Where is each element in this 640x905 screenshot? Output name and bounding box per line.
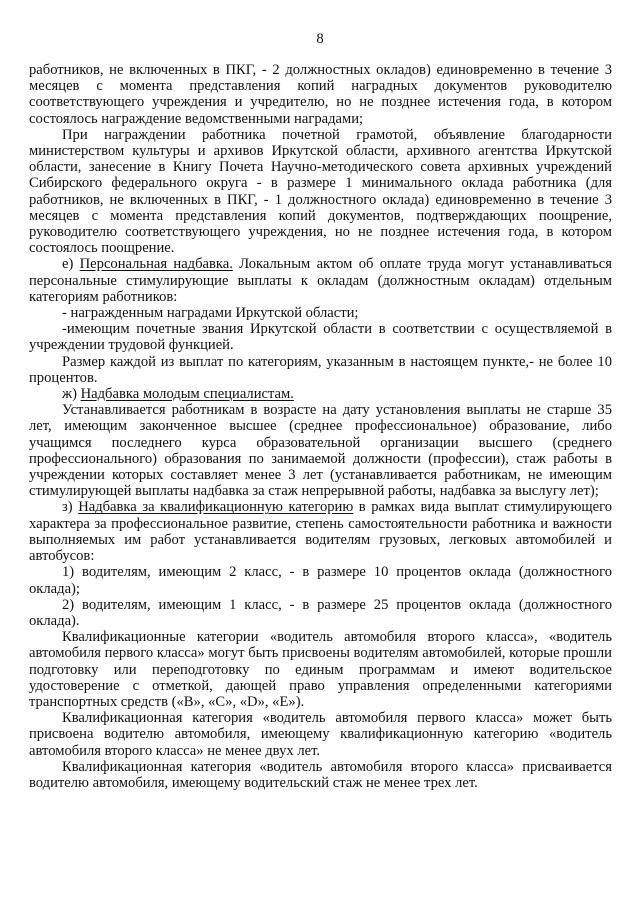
list-marker: е) [62, 256, 80, 273]
paragraph [29, 256, 612, 305]
paragraph [29, 62, 612, 127]
paragraph-text: 2) водителям, имеющим 1 класс, - в размере 25 процентов оклада (должностного оклада). [29, 596, 612, 629]
list-item [29, 321, 612, 353]
list-item [29, 564, 612, 596]
paragraph-text: работников, не включенных в ПКГ, - 2 должностных окладов) единовременно в течение 3 месяцев с момента представления копий наградных документов руководителю соответствующего учреждения и учредителю, но не позднее истечения года, в котором состоялось награждение ведомственными наградами; [29, 62, 612, 127]
paragraph [29, 127, 612, 257]
paragraph-text: -имеющим почетные звания Иркутской области в соответствии с осуществляемой в учреждении трудовой функцией. [29, 321, 612, 354]
paragraph [29, 759, 612, 791]
section-heading: Персональная надбавка. [79, 256, 233, 273]
paragraph-text: 1) водителям, имеющим 2 класс, - в размере 10 процентов оклада (должностного оклада); [29, 564, 612, 597]
paragraph-text: в рамках вида выплат стимулирующего характера за профессиональное развитие, степень самостоятельности работника и важности выполняемых им работ устанавливается водителям грузовых, легковых автомобилей и автобусов: [29, 499, 612, 565]
list-item [29, 305, 612, 321]
paragraph [29, 354, 612, 386]
list-marker: з) [62, 499, 79, 516]
paragraph-text: Квалификационные категории «водитель автомобиля второго класса», «водитель автомобиля первого класса» могут быть присвоены водителям автомобилей, которые прошли подготовку или переподготовку по единым программам и имеют водительское удостоверение с отметкой, дающей право управления определенными категориями транспортных средств («В», «С», «D», «Е»). [29, 629, 612, 710]
page-number: 8 [316, 31, 324, 47]
list-marker: ж) [62, 386, 81, 403]
paragraph [29, 710, 612, 759]
paragraph-text: Устанавливается работникам в возрасте на дату установления выплаты не старше 35 лет, имеющим законченное высшее (среднее профессиональное) образование, либо учащимся последнего курса образовательной организации высшего (среднего профессионального) образования по занимаемой должности (профессии), стаж работы в учреждении которых составляет менее 3 лет (устанавливается работникам, не имеющим стимулирующей выплаты надбавка за стаж непрерывной работы, надбавка за выслугу лет); [29, 402, 612, 500]
section-heading: Надбавка молодым специалистам. [80, 386, 294, 403]
paragraph-text: Квалификационная категория «водитель автомобиля первого класса» может быть присвоена водителю автомобиля, имеющему квалификационную категорию «водитель автомобиля второго класса» не менее двух лет. [29, 710, 612, 759]
paragraph [29, 629, 612, 710]
paragraph [29, 386, 612, 402]
paragraph-text: Локальным актом об оплате труда могут устанавливаться персональные стимулирующие выплаты к окладам (должностным окладам) отдельным категориям работников: [29, 256, 612, 305]
paragraph [29, 402, 612, 499]
paragraph-text: Квалификационная категория «водитель автомобиля второго класса» присваивается водителю автомобиля, имеющему водительский стаж не менее трех лет. [29, 758, 612, 791]
list-item [29, 597, 612, 629]
paragraph-text: При награждении работника почетной грамотой, объявление благодарности министерством культуры и архивов Иркутской области, архивного агентства Иркутской области, занесение в Книгу Почета Научно-методического совета архивных учреждений Сибирского федерального округа - в размере 1 минимального оклада работника (для работников, не включенных в ПКГ, - 1 должностного оклада) единовременно в течение 3 месяцев с момента представления копий документов, подтверждающих поощрение, руководителю соответствующего учреждения, но не позднее истечения года, в котором состоялось поощрение. [29, 126, 612, 257]
paragraph-text: Размер каждой из выплат по категориям, указанным в настоящем пункте,- не более 10 процентов. [29, 353, 612, 386]
paragraph [29, 499, 612, 564]
paragraph-text: - награжденным наградами Иркутской области; [62, 305, 359, 322]
document-body [29, 62, 612, 791]
section-heading: Надбавка за квалификационную категорию [78, 499, 354, 516]
